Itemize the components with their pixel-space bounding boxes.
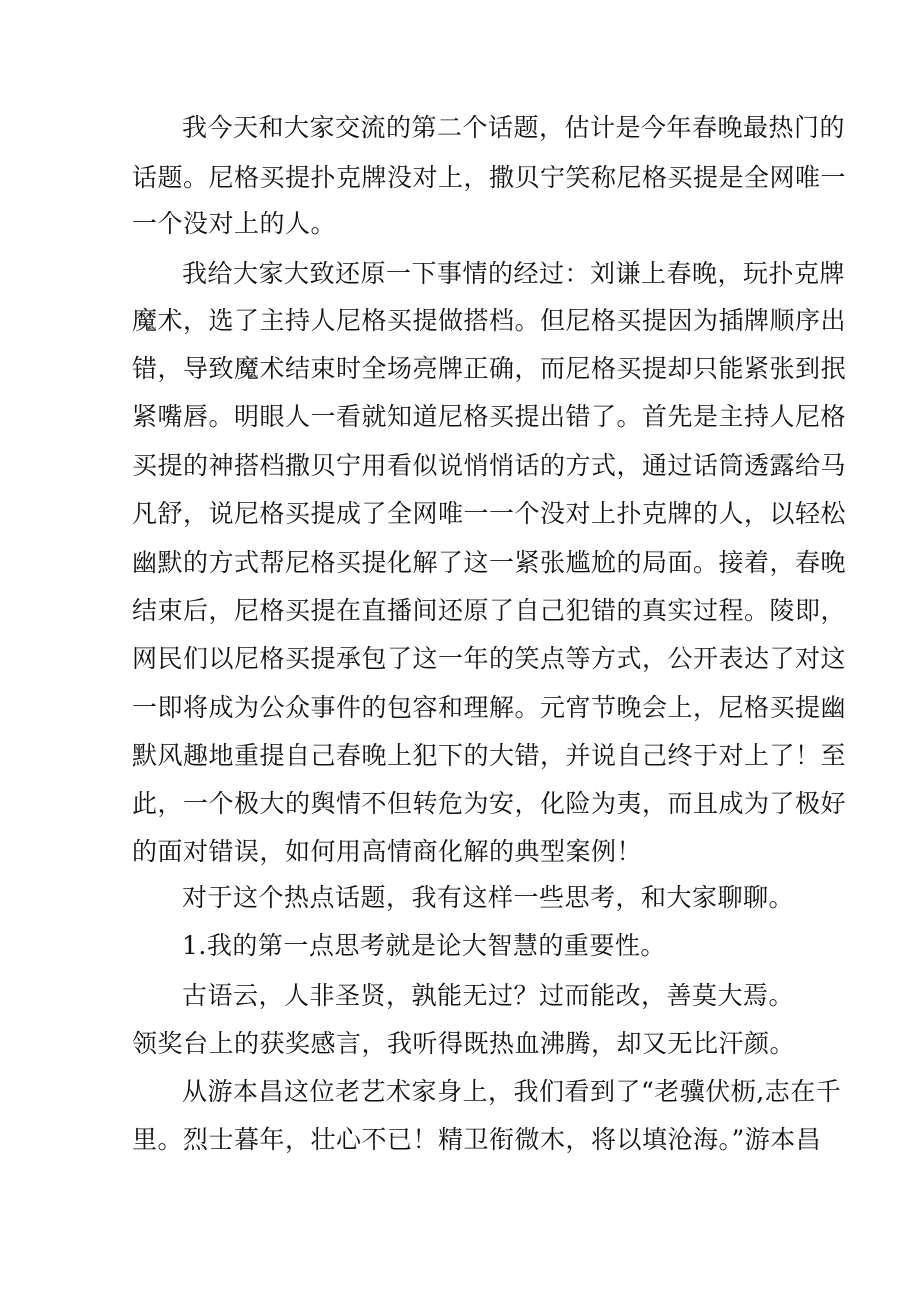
text-line: 网民们以尼格买提承包了这一年的笑点等方式，公开表达了对这 [132,644,847,673]
text-line: 从游本昌这位老艺术家身上，我们看到了“老骥伏枥,志在千 [182,1077,842,1106]
text-line: 的面对错误，如何用高情商化解的典型案例！ [132,837,643,866]
text-line: 错，导致魔术结束时全场亮牌正确，而尼格买提却只能紧张到抿 [132,354,847,383]
text-line: 我给大家大致还原一下事情的经过：刘谦上春晚，玩扑克牌 [182,259,846,288]
text-line: 默风趣地重提自己春晚上犯下的大错，并说自己终于对上了！至 [132,741,847,770]
text-line: 1.我的第一点思考就是论大智慧的重要性。 [182,931,666,960]
text-line: 凡舒，说尼格买提成了全网唯一一个没对上扑克牌的人，以轻松 [132,499,847,528]
text-line: 一即将成为公众事件的包容和理解。元宵节晚会上，尼格买提幽 [132,693,847,722]
text-line: 对于这个热点话题，我有这样一些思考，和大家聊聊。 [182,883,795,912]
text-line: 紧嘴唇。明眼人一看就知道尼格买提出错了。首先是主持人尼格 [132,402,847,431]
text-line: 魔术，选了主持人尼格买提做搭档。但尼格买提因为插牌顺序出 [132,306,847,335]
text-line: 话题。尼格买提扑克牌没对上，撒贝宁笑称尼格买提是全网唯一 [132,163,847,192]
text-line: 买提的神搭档撒贝宁用看似说悄悄话的方式，通过话筒透露给马 [132,451,847,480]
text-line: 幽默的方式帮尼格买提化解了这一紧张尴尬的局面。接着，春晚 [132,548,847,577]
text-line: 古语云，人非圣贤，孰能无过？过而能改，善莫大焉。 [182,981,795,1010]
text-line: 我今天和大家交流的第二个话题，估计是今年春晚最热门的 [182,113,846,142]
text-line: 里。烈士暮年，壮心不已！精卫衔微木，将以填沧海。”游本昌 [132,1125,822,1154]
text-line: 此，一个极大的舆情不但转危为安，化险为夷，而且成为了极好 [132,789,847,818]
text-line: 结束后，尼格买提在直播间还原了自己犯错的真实过程。陵即， [132,596,847,625]
text-line: 一个没对上的人。 [132,209,337,238]
text-line: 领奖台上的获奖感言，我听得既热血沸腾，却又无比汗颜。 [132,1029,796,1058]
